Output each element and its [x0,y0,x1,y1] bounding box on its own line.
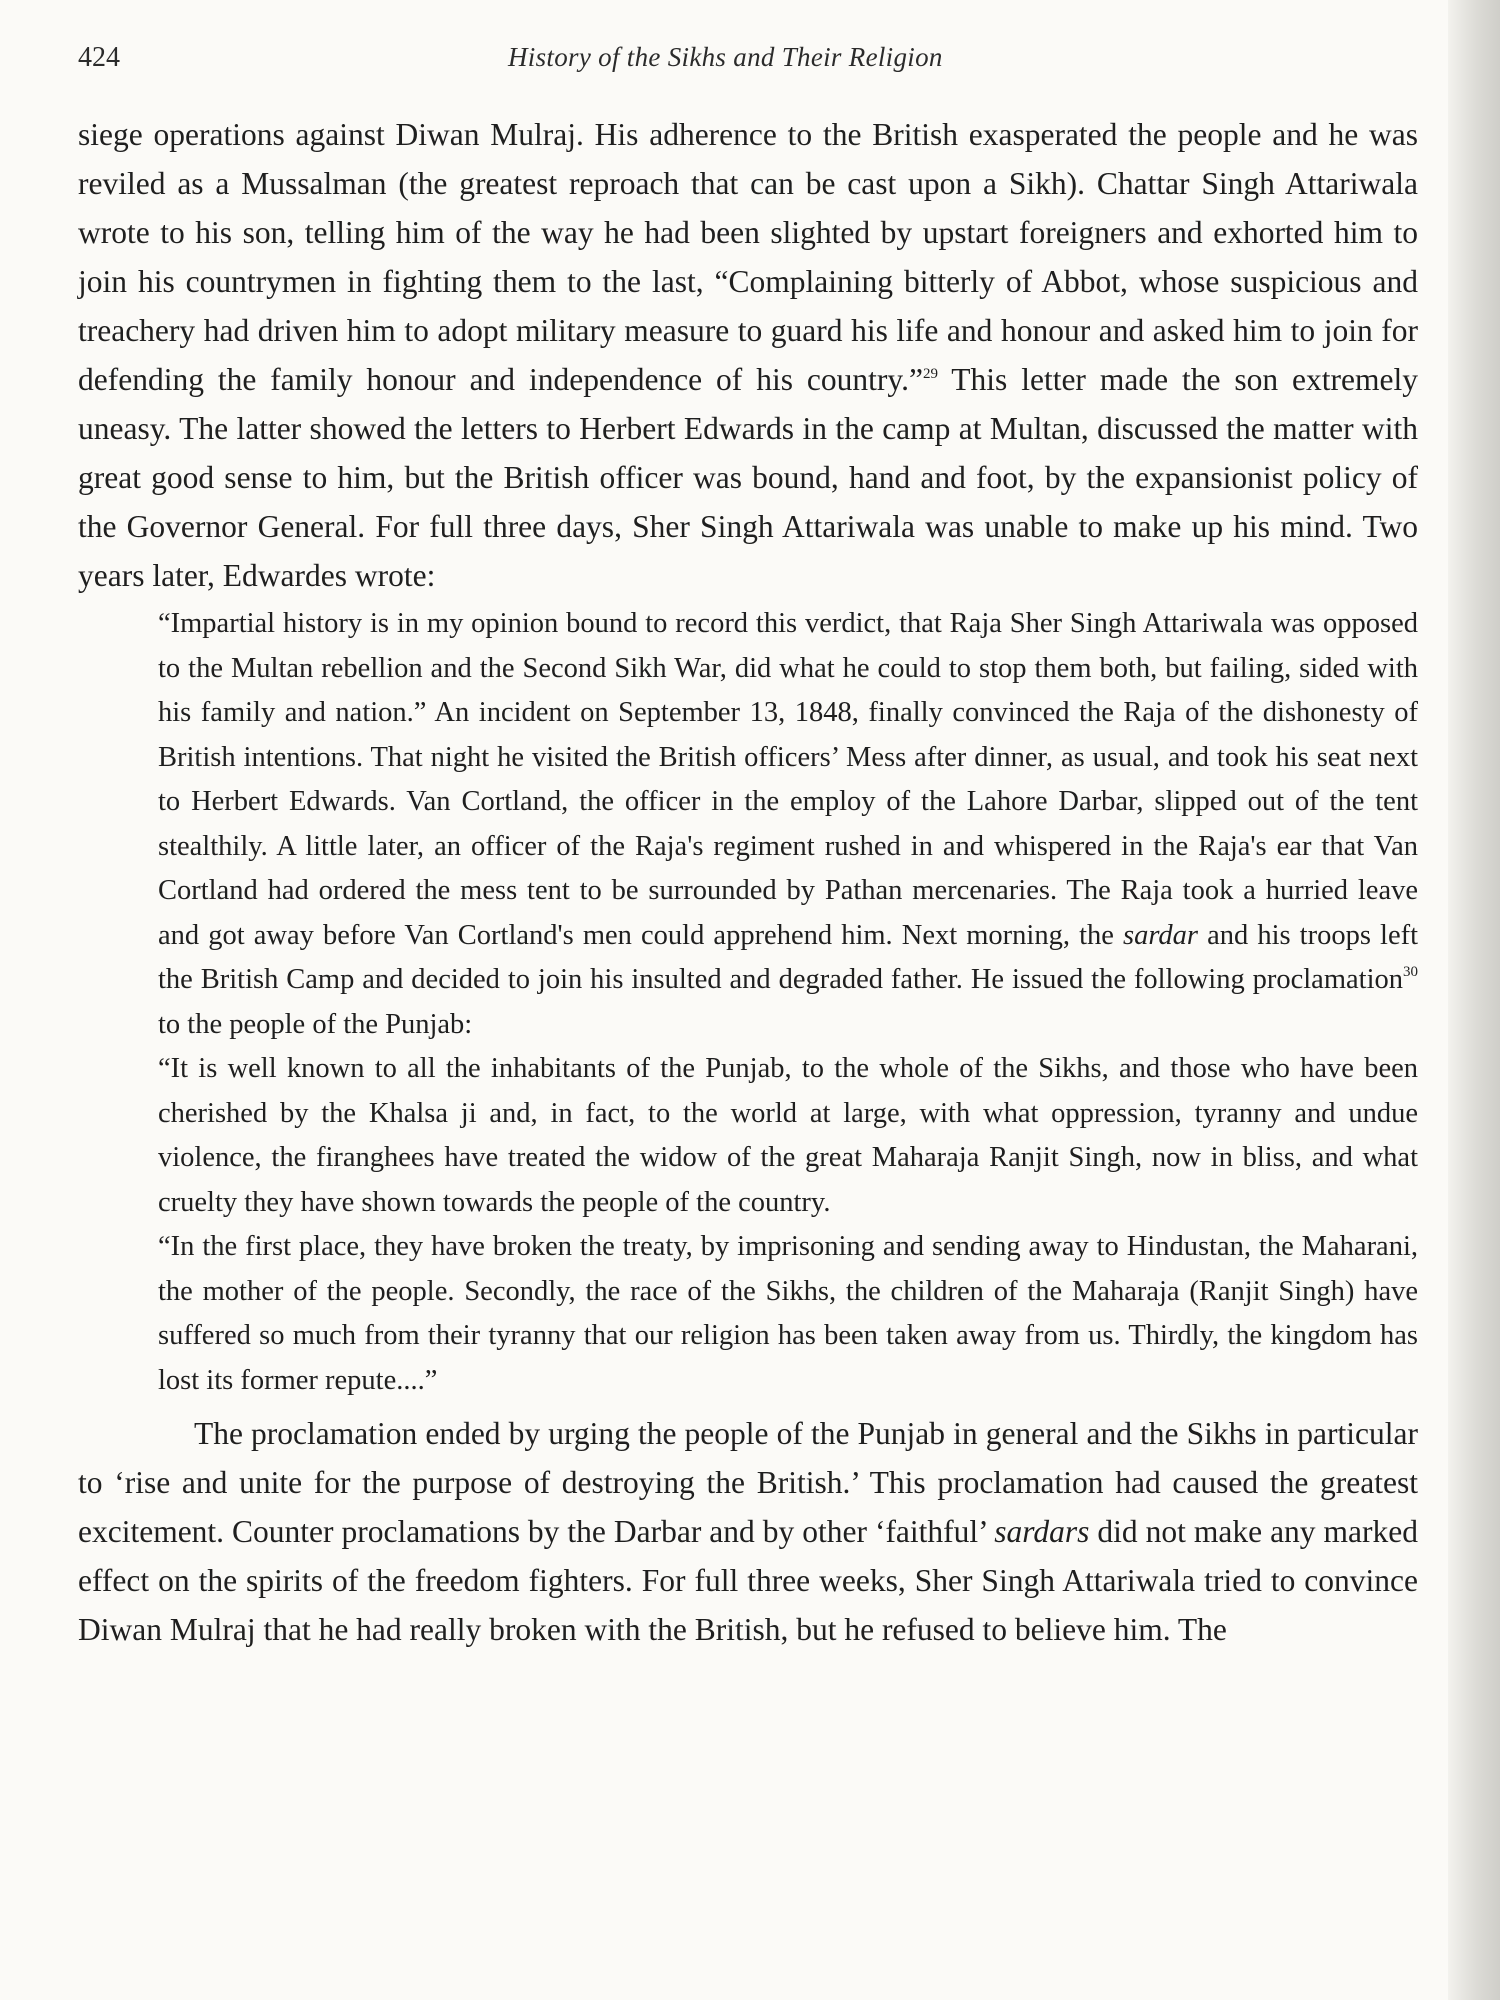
footnote-ref-29[interactable]: 29 [922,366,938,382]
paragraph-1-text-after: This letter made the son extremely uneasy. The latter showed the letters to Herbert Edwards in the camp at Multan, discussed the matter with great good sense to him, but the British officer was bound, hand and foot, by the expansionist policy of the Governor General. For full three days, Sher Singh Attariwala was unable to make up his mind. Two years later, Edwardes wrote: [78,362,1418,593]
block-quote-proclamation-2 [158,1225,1418,1403]
block-quote-edwardes [158,602,1418,1047]
paragraph-1 [78,110,1418,600]
quote-1-text-b: and his troops left the British Camp and decided to join his insulted and degraded father. He issued the following proclamation [158,919,1418,995]
italic-sardar: sardar [1123,919,1198,951]
paragraph-2-text-b: did not make any marked effect on the spirits of the freedom fighters. For full three weeks, Sher Singh Attariwala tried to convince Diwan Mulraj that he had really broken with the British, but he refused to believe him. The [78,1514,1418,1647]
body-text [78,110,1418,1654]
quote-1-text-a: “Impartial history is in my opinion bound to record this verdict, that Raja Sher Singh Attariwala was opposed to the Multan rebellion and the Second Sikh War, did what he could to stop them both, but failing, sided with his family and nation.” An incident on September 13, 1848, finally convinced the Raja of the dishonesty of British intentions. That night he visited the British officers’ Mess after dinner, as usual, and took his seat next to Herbert Edwards. Van Cortland, the officer in the employ of the Lahore Darbar, slipped out of the tent stealthily. A little later, an officer of the Raja's regiment rushed in and whispered in the Raja's ear that Van Cortland had ordered the mess tent to be surrounded by Pathan mercenaries. The Raja took a hurried leave and got away before Van Cortland's men could apprehend him. Next morning, the [158,608,1418,951]
paragraph-1-text: siege operations against Diwan Mulraj. His adherence to the British exasperated the people and he was reviled as a Mussalman (the greatest reproach that can be cast upon a Sikh). Chattar Singh Attariwala wrote to his son, telling him of the way he had been slighted by upstart foreigners and exhorted him to join his countrymen in fighting them to the last, “Complaining bitterly of Abbot, whose suspicious and treachery had driven him to adopt military measure to guard his life and honour and asked him to join for defending the family honour and independence of his country.” [78,117,1418,397]
quote-2-text: “It is well known to all the inhabitants of the Punjab, to the whole of the Sikhs, and those who have been cherished by the Khalsa ji and, in fact, to the world at large, with what oppression, tyranny and undue violence, the firanghees have treated the widow of the great Maharaja Ranjit Singh, now in bliss, and what cruelty they have shown towards the people of the country. [158,1053,1418,1218]
paragraph-2 [78,1409,1418,1654]
footnote-ref-30[interactable]: 30 [1403,964,1418,980]
quote-1-text-c: to the people of the Punjab: [158,1008,473,1040]
page-edge-shadow [1448,0,1500,2000]
page-number: 424 [78,42,120,73]
italic-sardars: sardars [994,1514,1090,1549]
block-quote-proclamation-1 [158,1047,1418,1225]
page-header [78,42,1418,82]
running-title: History of the Sikhs and Their Religion [508,42,943,72]
paragraph-2-text-a: The proclamation ended by urging the people of the Punjab in general and the Sikhs in particular to ‘rise and unite for the purpose of destroying the British.’ This proclamation had caused the greatest excitement. Counter proclamations by the Darbar and by other ‘faithful’ [78,1416,1418,1549]
quote-3-text: “In the first place, they have broken the treaty, by imprisoning and sending away to Hindustan, the Maharani, the mother of the people. Secondly, the race of the Sikhs, the children of the Maharaja (Ranjit Singh) have suffered so much from their tyranny that our religion has been taken away from us. Thirdly, the kingdom has lost its former repute....” [158,1231,1418,1396]
